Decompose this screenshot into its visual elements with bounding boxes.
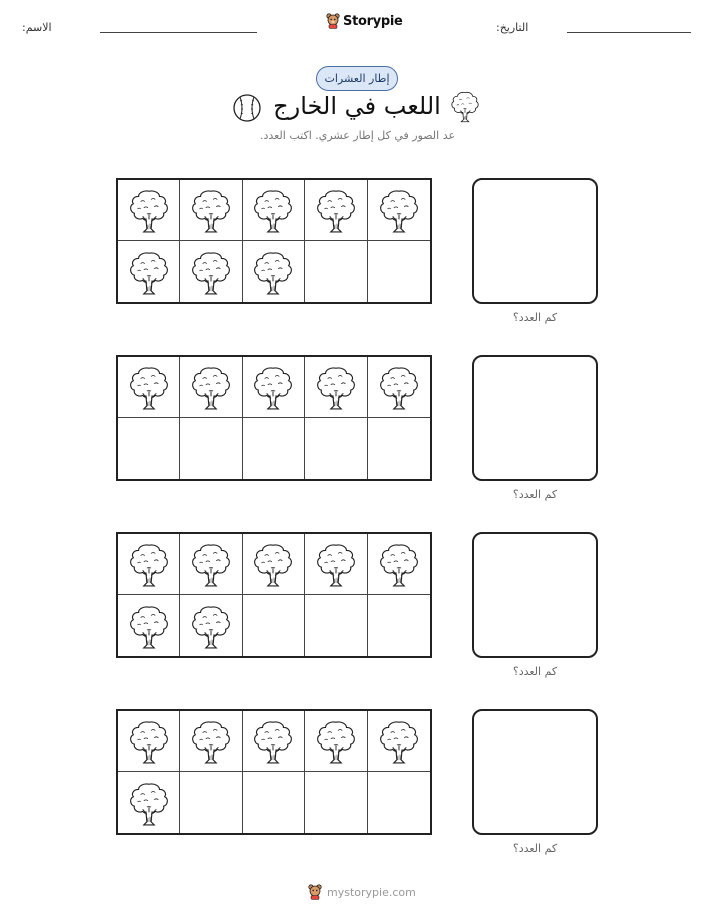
ten-frame-cell	[368, 772, 430, 833]
ten-frame-cell	[118, 180, 180, 241]
ten-frame-cell	[305, 180, 367, 241]
tree-icon	[252, 718, 294, 764]
ten-frame-cell	[305, 595, 367, 656]
ten-frame-cell	[243, 711, 305, 772]
ten-frame-cell	[368, 418, 430, 479]
ten-frame-cell	[368, 595, 430, 656]
how-many-label: كم العدد؟	[512, 311, 558, 324]
worksheet-type-badge: إطار العشرات	[316, 66, 398, 91]
tree-icon	[128, 187, 170, 233]
tree-icon	[128, 603, 170, 649]
ten-frame-cell	[180, 711, 242, 772]
ten-frame-cell	[118, 357, 180, 418]
ten-frame-cell	[118, 241, 180, 302]
ten-frame-cell	[305, 357, 367, 418]
tree-icon	[378, 541, 420, 587]
footer-url: mystorypie.com	[327, 885, 416, 899]
tree-icon	[315, 541, 357, 587]
ten-frame-cell	[368, 180, 430, 241]
how-many-label: كم العدد؟	[512, 842, 558, 855]
ten-frame-cell	[180, 534, 242, 595]
tree-icon	[252, 249, 294, 295]
bear-mascot-icon	[308, 884, 322, 900]
ten-frame-cell	[243, 180, 305, 241]
ten-frame-cell	[305, 772, 367, 833]
baseball-icon	[232, 93, 262, 123]
tree-icon	[128, 541, 170, 587]
ten-frame-cell	[368, 534, 430, 595]
tree-icon	[190, 541, 232, 587]
tree-icon	[128, 718, 170, 764]
tree-icon	[378, 718, 420, 764]
ten-frame-cell	[305, 711, 367, 772]
ten-frame-cell	[180, 241, 242, 302]
ten-frame-cell	[368, 711, 430, 772]
tree-icon	[315, 187, 357, 233]
tree-icon	[128, 364, 170, 410]
ten-frame-cell	[243, 595, 305, 656]
ten-frame-cell	[118, 534, 180, 595]
ten-frame-cell	[118, 595, 180, 656]
ten-frame	[116, 709, 432, 835]
ten-frame	[116, 532, 432, 658]
ten-frame-cell	[180, 418, 242, 479]
brand-name: Storypie	[343, 13, 403, 29]
name-label: الاسم:	[22, 21, 52, 34]
ten-frame-cell	[305, 418, 367, 479]
ten-frame-cell	[305, 534, 367, 595]
answer-box[interactable]	[472, 709, 598, 835]
tree-icon	[315, 364, 357, 410]
ten-frame-cell	[180, 357, 242, 418]
ten-frame	[116, 178, 432, 304]
footer	[308, 884, 416, 900]
ten-frame-cell	[305, 241, 367, 302]
tree-icon	[378, 187, 420, 233]
ten-frame-cell	[243, 772, 305, 833]
ten-frame-cell	[180, 180, 242, 241]
ten-frame-cell	[243, 241, 305, 302]
answer-box[interactable]	[472, 178, 598, 304]
ten-frame-cell	[180, 772, 242, 833]
ten-frame-cell	[243, 418, 305, 479]
tree-icon	[128, 249, 170, 295]
ten-frame-cell	[118, 418, 180, 479]
ten-frame-cell	[368, 357, 430, 418]
ten-frame-cell	[180, 595, 242, 656]
ten-frame	[116, 355, 432, 481]
brand-logo	[326, 13, 403, 29]
date-line	[567, 32, 691, 33]
tree-icon	[190, 364, 232, 410]
page-title: اللعب في الخارج	[273, 92, 441, 120]
ten-frame-cell	[368, 241, 430, 302]
name-line	[100, 32, 257, 33]
ten-frame-cell	[118, 711, 180, 772]
answer-box[interactable]	[472, 355, 598, 481]
tree-icon	[190, 603, 232, 649]
ten-frame-cell	[243, 534, 305, 595]
tree-icon	[190, 249, 232, 295]
tree-icon	[450, 89, 480, 127]
tree-icon	[378, 364, 420, 410]
answer-box[interactable]	[472, 532, 598, 658]
how-many-label: كم العدد؟	[512, 665, 558, 678]
tree-icon	[252, 364, 294, 410]
instructions: عد الصور في كل إطار عشري. اكتب العدد.	[259, 129, 456, 142]
tree-icon	[252, 187, 294, 233]
tree-icon	[252, 541, 294, 587]
tree-icon	[450, 89, 480, 123]
how-many-label: كم العدد؟	[512, 488, 558, 501]
date-label: التاريخ:	[496, 21, 529, 34]
tree-icon	[128, 780, 170, 826]
ten-frame-cell	[118, 772, 180, 833]
tree-icon	[315, 718, 357, 764]
worksheet-header	[0, 0, 714, 50]
tree-icon	[190, 718, 232, 764]
tree-icon	[190, 187, 232, 233]
bear-mascot-icon	[326, 13, 340, 29]
ten-frame-cell	[243, 357, 305, 418]
